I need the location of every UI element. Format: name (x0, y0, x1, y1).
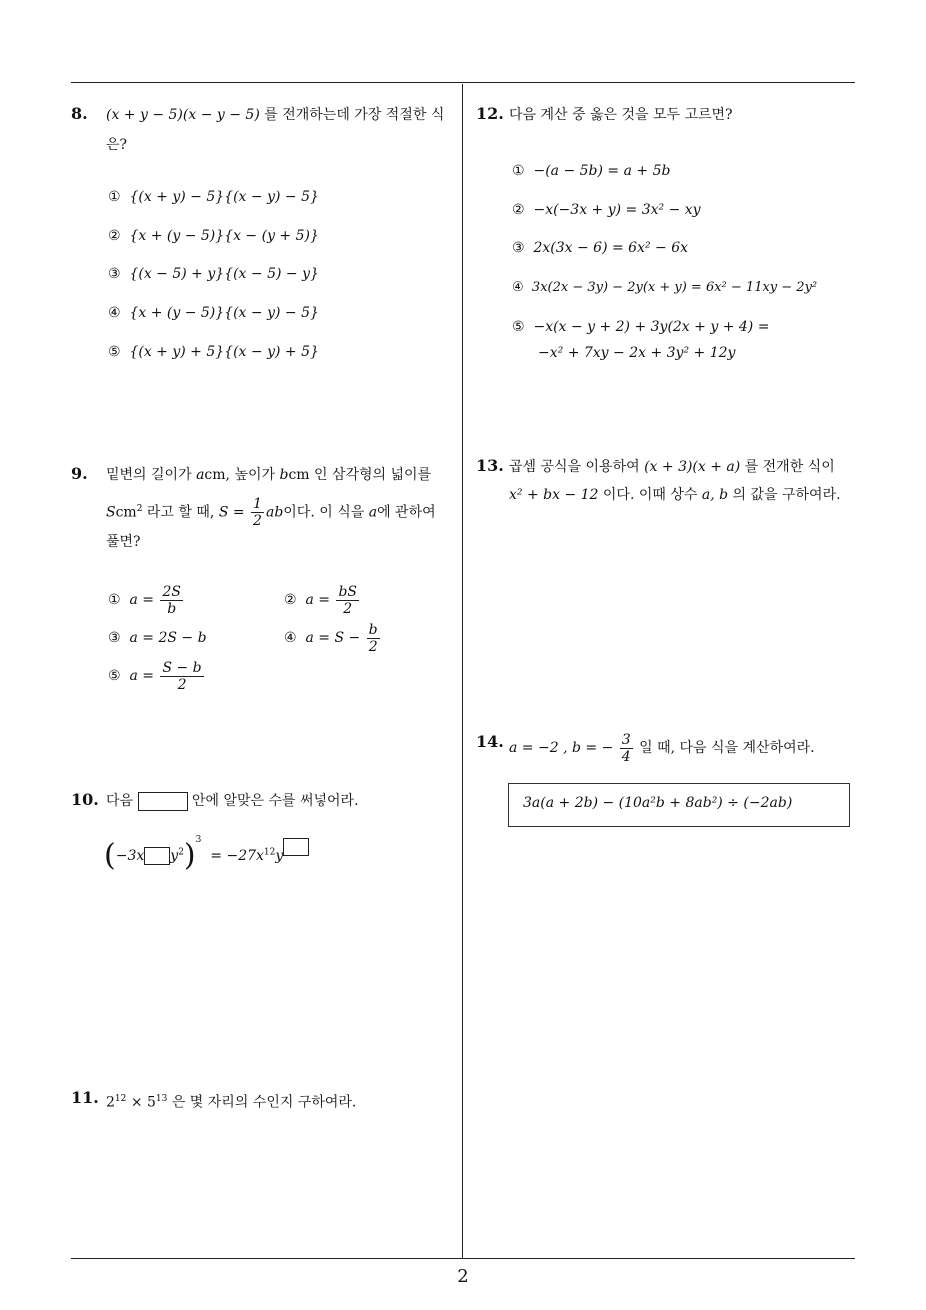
question-stem-line-1 (106, 464, 431, 486)
option-expr: {(x + y) + 5}{(x − y) + 5} (129, 344, 319, 360)
option-expr: {(x + y) − 5}{(x − y) − 5} (129, 189, 319, 205)
option-expr: −x(x − y + 2) + 3y(2x + y + 4) = (533, 319, 770, 335)
answer-blank[interactable] (283, 838, 309, 856)
option-mark: ② (108, 228, 121, 244)
option-expr: 3x(2x − 3y) − 2y(x + y) = 6x² − 11xy − 2y² (531, 280, 818, 295)
stem-vars: a, b (701, 487, 729, 503)
fraction (367, 622, 380, 655)
question-stem (106, 790, 359, 812)
numerator: 2S (162, 583, 181, 600)
option-2[interactable] (108, 225, 319, 247)
numerator: S − b (162, 659, 202, 676)
option-4[interactable] (512, 277, 817, 299)
stem-text: 의 값을 구하여라. (732, 487, 841, 503)
boxed-expression: 3a(a + 2b) − (10a²b + 8ab²) ÷ (−2ab) (523, 795, 793, 811)
bottom-rule (71, 1258, 855, 1259)
stem-text: cm 인 삼각형의 넓이를 (288, 467, 432, 483)
option-mark: ⑤ (512, 319, 525, 335)
numerator: bS (338, 583, 358, 600)
question-number: 11. (71, 1088, 99, 1107)
option-mark: ③ (108, 266, 121, 282)
option-5[interactable] (108, 658, 206, 694)
option-expr: −x(−3x + y) = 3x² − xy (533, 202, 701, 218)
denominator: b (167, 600, 177, 617)
var-a: a (368, 504, 378, 521)
eq-term: −3x (115, 848, 145, 864)
question-number: 14. (476, 732, 504, 751)
eq-term: y (275, 848, 284, 864)
equation-lhs: S = (218, 504, 245, 521)
option-mark: ⑤ (108, 668, 121, 684)
option-expr: a = 2S − b (129, 630, 207, 646)
equation: (−3x $y^2)^3 = -27x^{12}y$ (104, 822, 309, 874)
stem-text: 일 때, 다음 식을 계산하여라. (639, 740, 815, 756)
denominator: 2 (253, 513, 262, 530)
question-stem-line-2: Scm$^2$ 라고 할 때, S = $\frac{1}{2}$ ab이다. 이 식을 a에 관하여 (106, 496, 436, 530)
stem-text: cm, 높이가 (204, 467, 276, 483)
numerator: b (368, 621, 378, 638)
stem-text: 밑변의 길이가 (106, 467, 192, 483)
fraction (336, 584, 359, 617)
option-lhs: a = (129, 668, 154, 684)
top-rule (71, 82, 855, 83)
option-3[interactable] (108, 263, 319, 285)
question-stem (106, 100, 456, 160)
option-mark: ① (512, 163, 525, 179)
answer-blank[interactable] (138, 792, 188, 811)
option-mark: ⑤ (108, 344, 121, 360)
stem-expression: x² + bx − 12 (509, 487, 599, 503)
fraction (251, 496, 264, 529)
eq-rhs: = −27x (210, 848, 264, 864)
var-s: S (106, 504, 116, 521)
fraction (160, 584, 183, 617)
stem-text: 라고 할 때, (146, 504, 215, 521)
option-mark: ④ (108, 305, 121, 321)
denominator: 2 (177, 676, 187, 693)
question-number: 9. (71, 464, 88, 483)
exponent: 12 (114, 1094, 127, 1104)
expression-box (508, 783, 850, 827)
option-lhs: a = (305, 592, 330, 608)
stem-expression: (x + y − 5)(x − y − 5) (106, 107, 260, 123)
outer-exponent: 3 (195, 835, 202, 845)
base: 2 (106, 1094, 115, 1111)
var-ab: ab (265, 504, 284, 521)
option-2[interactable] (284, 582, 361, 618)
question-stem (106, 1088, 356, 1114)
option-5[interactable] (108, 341, 319, 363)
option-1[interactable] (108, 582, 185, 618)
question-stem (509, 730, 815, 766)
question-number: 8. (71, 104, 88, 123)
question-number: 10. (71, 790, 99, 809)
numerator: 3 (621, 731, 631, 748)
question-stem-line-2 (509, 484, 841, 506)
column-divider (462, 84, 463, 1258)
option-5-line-2: −x² + 7xy − 2x + 3y² + 12y (538, 345, 736, 361)
option-expr: −(a − 5b) = a + 5b (533, 163, 671, 179)
question-number: 13. (476, 456, 504, 475)
option-expr: {(x − 5) + y}{(x − 5) − y} (129, 266, 319, 282)
exponent: 12 (263, 847, 276, 858)
option-expr: 2x(3x − 6) = 6x² − 6x (533, 240, 689, 256)
exponent: 13 (155, 1094, 168, 1104)
fraction (620, 732, 633, 765)
option-1[interactable] (108, 186, 319, 208)
stem-text: 이다. 이 식을 (283, 504, 365, 521)
question-stem-line-3: 풀면? (106, 534, 141, 550)
page-number: 2 (457, 1266, 469, 1287)
option-expr: {x + (y − 5)}{x − (y + 5)} (129, 228, 319, 244)
option-5[interactable] (512, 316, 769, 338)
stem-text: 이다. 이때 상수 (602, 487, 698, 503)
denominator: 2 (343, 600, 353, 617)
denominator: 4 (621, 748, 631, 765)
option-mark: ③ (108, 630, 121, 646)
option-lhs: a = (129, 592, 154, 608)
stem-text: 다음 (106, 793, 134, 809)
option-1[interactable] (512, 160, 670, 182)
option-mark: ① (108, 189, 121, 205)
option-mark: ② (512, 202, 525, 218)
numerator: 1 (253, 496, 262, 513)
option-lhs: a = S − (305, 630, 361, 646)
option-mark: ① (108, 592, 121, 608)
option-3[interactable] (512, 237, 688, 259)
stem-text: 곱셈 공식을 이용하여 (509, 459, 640, 475)
stem-text: 를 전개한 식이 (744, 459, 835, 475)
stem-text: 안에 알맞은 수를 써넣어라. (191, 793, 359, 809)
option-3[interactable] (108, 627, 207, 649)
stem-expression: (x + 3)(x + a) (644, 459, 741, 475)
stem-text-2: 은? (106, 137, 128, 153)
answer-blank[interactable] (144, 847, 170, 865)
question-stem: 다음 계산 중 옳은 것을 모두 고르면? (509, 107, 733, 123)
option-mark: ② (284, 592, 297, 608)
option-4[interactable] (108, 302, 319, 324)
eq-term: y (170, 848, 179, 864)
var-a: a (196, 467, 205, 483)
option-mark: ③ (512, 240, 525, 256)
stem-text: 에 관하여 (377, 504, 436, 521)
stem-text: 은 몇 자리의 수인지 구하여라. (171, 1094, 357, 1111)
unit: cm (115, 504, 137, 521)
option-expr: {x + (y − 5)}{(x − y) − 5} (129, 305, 319, 321)
option-2[interactable] (512, 199, 701, 221)
fraction (160, 660, 203, 693)
question-stem-line-1 (509, 456, 835, 478)
right-paren: ) (183, 838, 196, 873)
option-4[interactable] (284, 620, 382, 656)
denominator: 2 (368, 638, 378, 655)
left-paren: ( (104, 838, 116, 873)
operator-base: × 5 (130, 1094, 156, 1111)
var-b: b (279, 467, 289, 483)
option-mark: ④ (284, 630, 297, 646)
stem-text: 를 전개하는데 가장 적절한 식 (264, 107, 445, 123)
condition: a = −2 , b = − (509, 740, 614, 756)
option-mark: ④ (512, 280, 524, 295)
question-number: 12. (476, 104, 504, 123)
